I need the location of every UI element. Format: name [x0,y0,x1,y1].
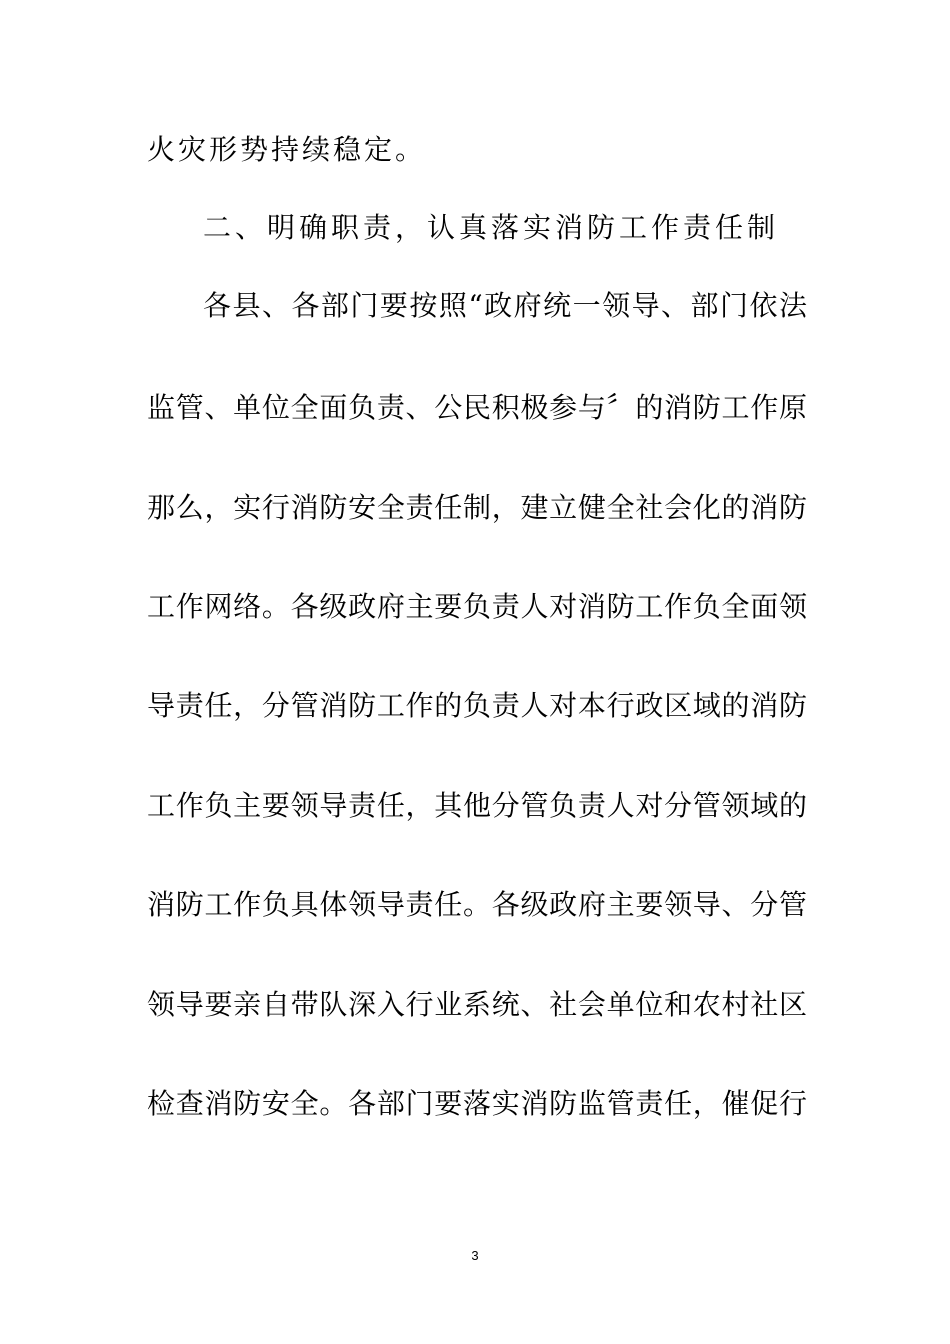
body-text-line: 消防工作负具体领导责任。各级政府主要领导、分管 [147,888,807,921]
section-heading: 二、明确职责，认真落实消防工作责任制 [203,211,780,244]
body-text-line: 那么，实行消防安全责任制，建立健全社会化的消防 [147,491,807,524]
page-number: 3 [471,1248,479,1263]
body-text-line: 导责任，分管消防工作的负责人对本行政区域的消防 [147,689,807,722]
body-text-line: 领导要亲自带队深入行业系统、社会单位和农村社区 [147,988,807,1021]
body-text-line: 检查消防安全。各部门要落实消防监管责任，催促行 [147,1087,807,1120]
body-text-line: 工作网络。各级政府主要负责人对消防工作负全面领 [147,590,807,623]
body-text-line: 工作负主要领导责任，其他分管负责人对分管领域的 [147,789,807,822]
body-text-line: 各县、各部门要按照“政府统一领导、部门依法 [203,289,807,322]
body-text-line: 监管、单位全面负责、公民积极参与〞的消防工作原 [147,391,807,424]
body-text-line: 火灾形势持续稳定。 [147,133,427,166]
